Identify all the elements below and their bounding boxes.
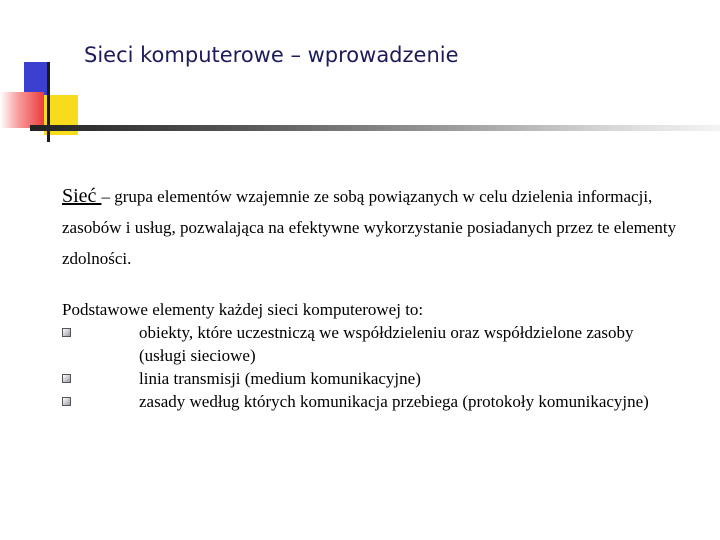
list-item: [62, 390, 682, 413]
list-item-text: linia transmisji (medium komunikacyjne): [139, 369, 421, 388]
definition-paragraph: [62, 181, 682, 274]
list-item: [62, 321, 682, 367]
list-item: [62, 367, 682, 390]
list-item-text: obiekty, które uczestniczą we współdzieleniu oraz współdzielone zasoby (usługi sieciowe): [139, 323, 634, 365]
list-item-text: zasady według których komunikacja przebiega (protokoły komunikacyjne): [139, 392, 649, 411]
definition-text: – grupa elementów wzajemnie ze sobą powiązanych w celu dzielenia informacji, zasobów i usług, pozwalająca na efektywne wykorzystanie posiadanych przez te elementy zdolności.: [62, 187, 677, 268]
definition-term: Sieć: [62, 185, 102, 207]
square-bullet-icon: [62, 374, 71, 383]
title-underline: [30, 125, 720, 131]
list-intro: Podstawowe elementy każdej sieci komputerowej to:: [62, 300, 424, 319]
decor-red-square: [0, 92, 44, 128]
square-bullet-icon: [62, 397, 71, 406]
elements-section: [62, 298, 682, 413]
slide-title: Sieci komputerowe – wprowadzenie: [84, 43, 459, 67]
square-bullet-icon: [62, 328, 71, 337]
